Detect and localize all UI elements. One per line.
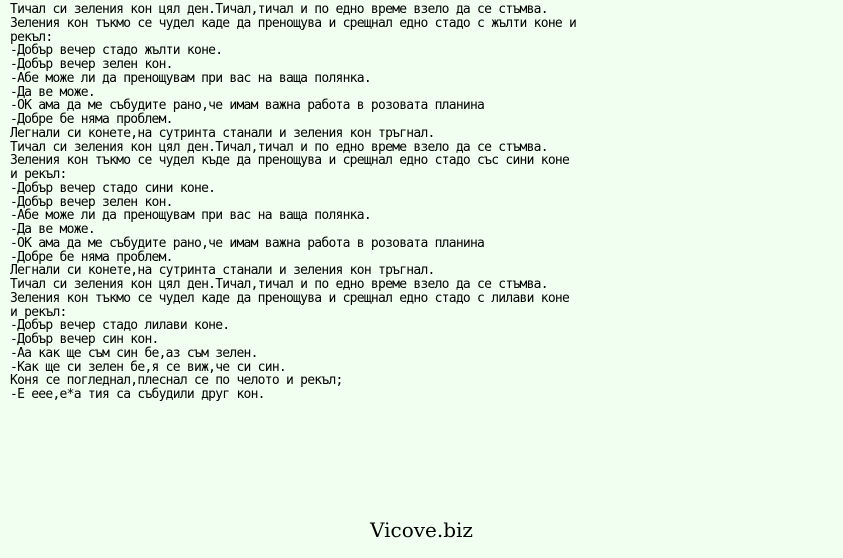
text-line: Тичал си зеления кон цял ден.Тичал,тичал и по едно време взело да се стъмва. <box>10 2 548 17</box>
text-line: -Добър вечер зелен кон. <box>10 194 173 210</box>
text-line: -Добър вечер зелен кон. <box>10 57 173 72</box>
text-line: Тичал си зеления кон цял ден.Тичал,тичал и по едно време взело да се стъмва. <box>10 277 548 292</box>
text-line: Зеления кон тъкмо се чудел къде да пренощува и срещнал едно стадо със сини коне <box>10 153 570 169</box>
text-line: Коня се погледнал,плеснал се по челото и рекъл; <box>10 373 343 389</box>
text-line: -Добър вечер стадо жълти коне. <box>10 43 223 59</box>
text-line: -Абе може ли да пренощувам при вас на ваща полянка. <box>10 208 371 224</box>
text-line: Тичал си зеления кон цял ден.Тичал,тичал и по едно време взело да се стъмва. <box>10 139 548 155</box>
text-line: Легнали си конете,на сутринта станали и зеления кон тръгнал. <box>10 125 435 141</box>
text-line: -Е еее,е*а тия са събудили друг кон. <box>10 387 265 402</box>
text-line: -Добре бе няма проблем. <box>10 249 173 265</box>
text-line: Легнали си конете,на сутринта станали и зеления кон тръгнал. <box>10 263 435 279</box>
text-line: -Да ве може. <box>10 222 95 237</box>
site-name: Vicove.biz <box>370 518 473 542</box>
text-line: -Добър вечер стадо лилави коне. <box>10 318 230 334</box>
text-line: рекъл: <box>10 29 53 45</box>
text-line: и рекъл: <box>10 167 67 182</box>
text-line: -ОК ама да ме събудите рано,че имам важна работа в розовата планина <box>10 98 485 114</box>
text-line: -Добър вечер син кон. <box>10 332 159 347</box>
text-line: -Да ве може. <box>10 84 95 100</box>
joke-text <box>10 3 835 402</box>
text-line: -Как ще си зелен бе,я се виж,че си син. <box>10 359 286 375</box>
text-line: -Абе може ли да пренощувам при вас на ваща полянка. <box>10 70 371 86</box>
text-line: -ОК ама да ме събудите рано,че имам важна работа в розовата планина <box>10 235 485 251</box>
text-line: -Добър вечер стадо сини коне. <box>10 180 216 196</box>
text-line: Зеления кон тъкмо се чудел каде да пренощува и срещнал едно стадо с жълти коне и <box>10 15 577 31</box>
text-line: и рекъл: <box>10 304 67 320</box>
text-line: Зеления кон тъкмо се чудел каде да пренощува и срещнал едно стадо с лилави коне <box>10 290 570 306</box>
text-line: -Добре бе няма проблем. <box>10 112 173 127</box>
text-line: -Аа как ще съм син бе,аз съм зелен. <box>10 345 258 361</box>
